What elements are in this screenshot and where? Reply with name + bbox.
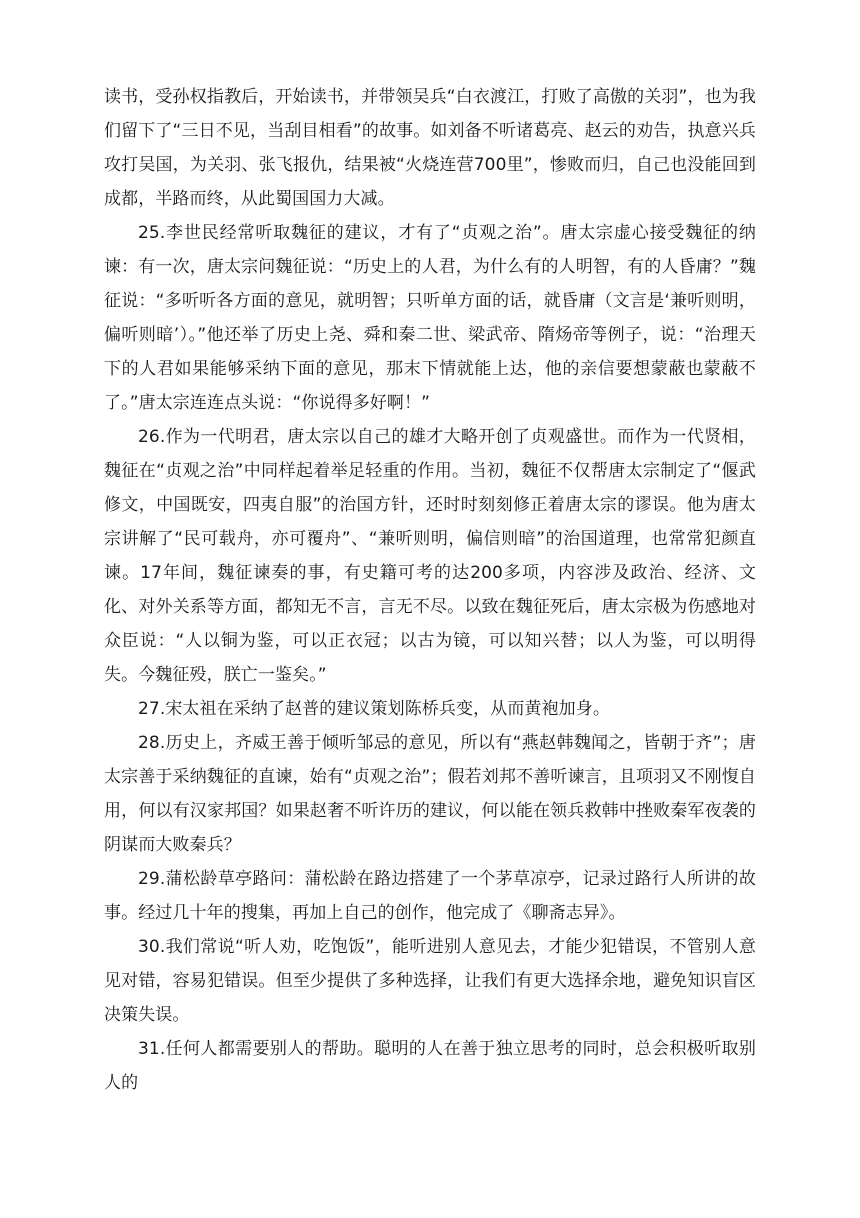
paragraph-25: 25.李世民经常听取魏征的建议，才有了“贞观之治”。唐太宗虚心接受魏征的纳谏：有一次，唐太宗问魏征说：“历史上的人君，为什么有的人明智，有的人昏庸？”魏征说：“多听听各方面的意见，就明智；只听单方面的话，就昏庸（文言是‘兼听则明，偏听则暗’）。”他还举了历史上尧、舜和秦二世、梁武帝、隋炀帝等例子，说：“治理天下的人君如果能够采纳下面的意见，那末下情就能上达，他的亲信要想蒙蔽也蒙蔽不了。”唐太宗连连点头说：“你说得多好啊！” bbox=[104, 223, 756, 413]
paragraph-27: 27.宋太祖在采纳了赵普的建议策划陈桥兵变，从而黄袍加身。 bbox=[138, 699, 610, 719]
paragraph-30: 30.我们常说“听人劝，吃饱饭”，能听进别人意见去，才能少犯错误，不管别人意见对错，容易犯错误。但至少提供了多种选择，让我们有更大选择余地，避免知识盲区决策失误。 bbox=[104, 937, 756, 1025]
paragraph-continuation: 读书，受孙权指教后，开始读书，并带领吴兵“白衣渡江，打败了高傲的关羽”，也为我们留下了“三日不见，当刮目相看”的故事。如刘备不听诸葛亮、赵云的劝告，执意兴兵攻打吴国，为关羽、张飞报仇，结果被“火烧连营700里”，惨败而归，自己也没能回到成都，半路而终，从此蜀国国力大减。 bbox=[104, 87, 756, 209]
paragraph-31: 31.任何人都需要别人的帮助。聪明的人在善于独立思考的同时，总会积极听取别人的 bbox=[104, 1039, 756, 1093]
paragraph-26: 26.作为一代明君，唐太宗以自己的雄才大略开创了贞观盛世。而作为一代贤相，魏征在“贞观之治”中同样起着举足轻重的作用。当初，魏征不仅帮唐太宗制定了“偃武修文，中国既安，四夷自服”的治国方针，还时时刻刻修正着唐太宗的谬误。他为唐太宗讲解了“民可载舟，亦可覆舟”、“兼听则明，偏信则暗”的治国道理，也常常犯颜直谏。17年间，魏征谏奏的事，有史籍可考的达200多项，内容涉及政治、经济、文化、对外关系等方面，都知无不言，言无不尽。以致在魏征死后，唐太宗极为伤感地对众臣说：“人以铜为鉴，可以正衣冠；以古为镜，可以知兴替；以人为鉴，可以明得失。今魏征殁，朕亡一鉴矣。” bbox=[104, 427, 756, 685]
paragraph-29: 29.蒲松龄草亭路问：蒲松龄在路边搭建了一个茅草凉亭，记录过路行人所讲的故事。经过几十年的搜集，再加上自己的创作，他完成了《聊斋志异》。 bbox=[104, 869, 756, 923]
paragraph-28: 28.历史上，齐威王善于倾听邹忌的意见，所以有“燕赵韩魏闻之，皆朝于齐”；唐太宗善于采纳魏征的直谏，始有“贞观之治”；假若刘邦不善听谏言，且项羽又不刚愎自用，何以有汉家邦国？如果赵奢不听许历的建议，何以能在领兵救韩中挫败秦军夜袭的阴谋而大败秦兵？ bbox=[104, 733, 756, 855]
